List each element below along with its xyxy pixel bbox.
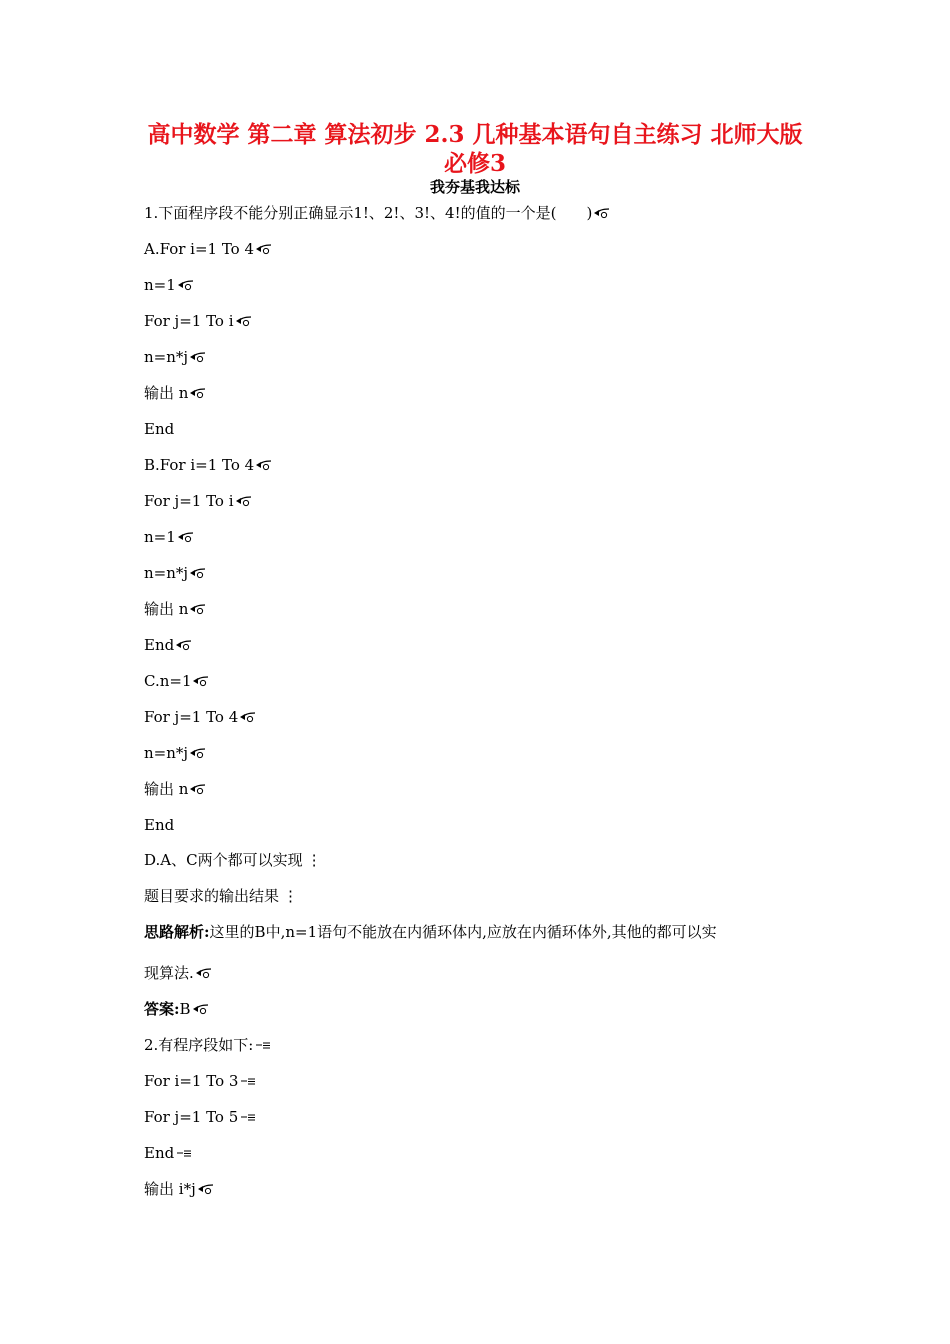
option-b-line-3: n=1	[144, 527, 195, 547]
required-output-line: 题目要求的输出结果 ⋮	[144, 887, 299, 905]
option-a-line-6: End	[144, 420, 175, 438]
option-d: D.A、C两个都可以实现 ⋮	[144, 851, 322, 869]
return-arrow-icon	[255, 456, 273, 468]
line-break-icon	[239, 1108, 257, 1120]
return-arrow-icon	[197, 1180, 215, 1192]
question-1-stem: 1.下面程序段不能分别正确显示1!、2!、3!、4!的值的一个是( )	[144, 203, 611, 223]
return-arrow-icon	[189, 384, 207, 396]
return-arrow-icon	[235, 492, 253, 504]
option-c-line-5: End	[144, 816, 175, 834]
return-arrow-icon	[189, 348, 207, 360]
option-a-line-1: A.For i=1 To 4	[144, 239, 273, 259]
option-a-line-3: For j=1 To i	[144, 311, 253, 331]
return-arrow-icon	[177, 528, 195, 540]
line-break-icon	[239, 1072, 257, 1084]
title-line-2: 必修3	[443, 150, 506, 177]
return-arrow-icon	[189, 564, 207, 576]
return-arrow-icon	[195, 964, 213, 976]
question-2-line-4: 输出 i*j	[144, 1179, 215, 1199]
option-b-line-4: n=n*j	[144, 563, 207, 583]
vertical-ellipsis-icon: ⋮	[306, 851, 322, 869]
answer-line: 答案:B	[144, 999, 210, 1019]
question-2-line-1: For i=1 To 3	[144, 1071, 257, 1091]
question-2-line-2: For j=1 To 5	[144, 1107, 257, 1127]
option-c-line-3: n=n*j	[144, 743, 207, 763]
answer-label: 答案:	[144, 1000, 180, 1018]
option-b-line-6: End	[144, 635, 193, 655]
option-a-line-4: n=n*j	[144, 347, 207, 367]
question-2-stem: 2.有程序段如下:	[144, 1035, 272, 1055]
return-arrow-icon	[235, 312, 253, 324]
line-break-icon	[254, 1036, 272, 1048]
vertical-ellipsis-icon: ⋮	[283, 887, 299, 905]
return-arrow-icon	[175, 636, 193, 648]
return-arrow-icon	[189, 744, 207, 756]
title-line-1: 高中数学 第二章 算法初步 2.3 几种基本语句自主练习 北师大版	[147, 121, 803, 148]
return-arrow-icon	[593, 204, 611, 216]
option-c-line-4: 输出 n	[144, 779, 207, 799]
document-title	[0, 120, 950, 178]
option-c-line-1: C.n=1	[144, 671, 210, 691]
analysis-label: 思路解析:	[144, 923, 210, 941]
return-arrow-icon	[255, 240, 273, 252]
option-b-line-1: B.For i=1 To 4	[144, 455, 273, 475]
option-a-line-5: 输出 n	[144, 383, 207, 403]
question-2-line-3: End	[144, 1143, 193, 1163]
return-arrow-icon	[192, 672, 210, 684]
line-break-icon	[175, 1144, 193, 1156]
return-arrow-icon	[192, 1000, 210, 1012]
option-b-line-2: For j=1 To i	[144, 491, 253, 511]
return-arrow-icon	[177, 276, 195, 288]
return-arrow-icon	[189, 600, 207, 612]
return-arrow-icon	[189, 780, 207, 792]
section-heading: 我夯基我达标	[429, 178, 520, 196]
analysis-line-2: 现算法.	[144, 963, 213, 983]
analysis-line-1: 思路解析:这里的B中,n=1语句不能放在内循环体内,应放在内循环体外,其他的都可以实	[144, 923, 717, 941]
option-c-line-2: For j=1 To 4	[144, 707, 257, 727]
option-a-line-2: n=1	[144, 275, 195, 295]
option-b-line-5: 输出 n	[144, 599, 207, 619]
return-arrow-icon	[239, 708, 257, 720]
